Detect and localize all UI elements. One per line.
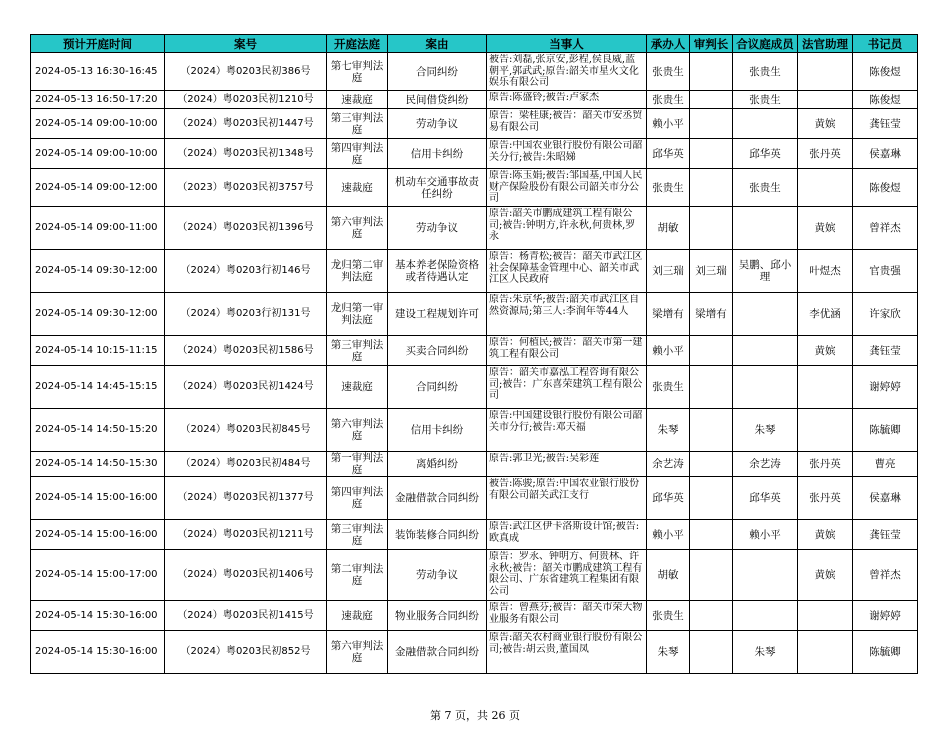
row-presiding [690,207,733,250]
row-court: 第六审判法庭 [327,207,388,250]
row-assistant: 李优涵 [798,293,853,336]
row-court: 速裁庭 [327,91,388,109]
row-members [733,601,798,631]
row-cause: 买卖合同纠纷 [388,336,487,366]
row-time: 2024-05-14 15:30-16:00 [31,631,165,674]
row-members [733,109,798,139]
table-row [31,366,918,409]
row-parties [487,631,647,674]
row-parties-text: 被告:陈骏;原告:中国农业银行股份有限公司韶关武江支行 [489,478,640,501]
row-parties [487,250,647,293]
row-time: 2024-05-14 09:30-12:00 [31,250,165,293]
row-cause: 金融借款合同纠纷 [388,477,487,520]
row-assistant: 张丹英 [798,139,853,169]
row-case-no: （2024）粤0203行初131号 [165,293,327,336]
row-parties-text: 原告:中国建设银行股份有限公司韶关市分行;被告:邓天福 [489,410,643,433]
row-presiding [690,452,733,477]
row-parties [487,91,647,109]
row-parties [487,452,647,477]
row-cause: 离婚纠纷 [388,452,487,477]
row-court: 第三审判法庭 [327,336,388,366]
row-clerk: 谢婷婷 [853,366,918,409]
row-court: 第四审判法庭 [327,477,388,520]
row-members: 邱华英 [733,477,798,520]
row-time: 2024-05-13 16:30-16:45 [31,53,165,91]
row-members: 张贵生 [733,91,798,109]
row-cause: 金融借款合同纠纷 [388,631,487,674]
header-clerk: 书记员 [853,35,918,53]
row-time: 2024-05-14 09:00-12:00 [31,169,165,207]
row-clerk: 曹亮 [853,452,918,477]
row-presiding [690,550,733,601]
row-case-no: （2024）粤0203民初1406号 [165,550,327,601]
row-cause: 劳动争议 [388,109,487,139]
row-parties-text: 原告:韶关市鹏成建筑工程有限公司;被告:钟明方,许永秋,何贵林,罗永 [489,208,636,242]
row-parties [487,53,647,91]
row-parties [487,336,647,366]
table-row [31,336,918,366]
row-cause: 劳动争议 [388,550,487,601]
row-presiding: 梁增有 [690,293,733,336]
row-members: 赖小平 [733,520,798,550]
row-judge: 张贵生 [647,91,690,109]
table-row [31,207,918,250]
row-parties [487,477,647,520]
row-case-no: （2024）粤0203行初146号 [165,250,327,293]
row-judge: 张贵生 [647,53,690,91]
row-case-no: （2024）粤0203民初1447号 [165,109,327,139]
row-members: 余艺涛 [733,452,798,477]
row-time: 2024-05-14 10:15-11:15 [31,336,165,366]
row-assistant [798,169,853,207]
row-court: 第七审判法庭 [327,53,388,91]
table-row [31,139,918,169]
row-parties-text: 原告:陈盛铃;被告:卢家杰 [489,92,600,103]
row-parties [487,520,647,550]
row-presiding [690,631,733,674]
row-judge: 梁增有 [647,293,690,336]
row-clerk: 龚钰莹 [853,109,918,139]
row-court: 第三审判法庭 [327,109,388,139]
row-court: 速裁庭 [327,601,388,631]
row-case-no: （2024）粤0203民初1348号 [165,139,327,169]
row-presiding [690,409,733,452]
header-presiding: 审判长 [690,35,733,53]
row-time: 2024-05-14 09:00-11:00 [31,207,165,250]
row-time: 2024-05-14 09:30-12:00 [31,293,165,336]
row-parties-text: 原告:韶关农村商业银行股份有限公司;被告:胡云贵,董国凤 [489,632,643,655]
row-time: 2024-05-14 15:30-16:00 [31,601,165,631]
row-judge: 张贵生 [647,366,690,409]
row-members [733,366,798,409]
row-clerk: 侯嘉琳 [853,477,918,520]
row-assistant: 黄嫔 [798,207,853,250]
table-row [31,631,918,674]
row-assistant [798,631,853,674]
row-presiding [690,366,733,409]
row-assistant [798,53,853,91]
row-judge: 朱琴 [647,631,690,674]
row-court: 速裁庭 [327,366,388,409]
row-parties [487,207,647,250]
row-parties-text: 原告：何植民;被告：韶关市第一建筑工程有限公司 [489,337,643,360]
row-presiding [690,169,733,207]
row-parties [487,366,647,409]
row-case-no: （2024）粤0203民初1586号 [165,336,327,366]
table-row [31,91,918,109]
row-judge: 赖小平 [647,109,690,139]
row-judge: 刘三瑞 [647,250,690,293]
row-judge: 赖小平 [647,336,690,366]
row-presiding [690,109,733,139]
row-members [733,207,798,250]
row-time: 2024-05-13 16:50-17:20 [31,91,165,109]
row-members [733,336,798,366]
row-clerk: 龚钰莹 [853,520,918,550]
row-time: 2024-05-14 14:50-15:20 [31,409,165,452]
row-members: 张贵生 [733,53,798,91]
row-assistant [798,409,853,452]
row-presiding [690,336,733,366]
row-clerk: 陈俊煜 [853,53,918,91]
row-cause: 劳动争议 [388,207,487,250]
row-case-no: （2023）粤0203民初3757号 [165,169,327,207]
row-assistant: 张丹英 [798,452,853,477]
row-case-no: （2024）粤0203民初1396号 [165,207,327,250]
table-row [31,250,918,293]
row-cause: 合同纠纷 [388,53,487,91]
row-judge: 余艺涛 [647,452,690,477]
row-clerk: 曾祥杰 [853,550,918,601]
row-cause: 机动车交通事故责任纠纷 [388,169,487,207]
row-court: 龙归第二审判法庭 [327,250,388,293]
row-parties-text: 原告：韶关市嘉泓工程咨询有限公司;被告：广东喜荣建筑工程有限公司 [489,367,643,401]
row-case-no: （2024）粤0203民初484号 [165,452,327,477]
row-members: 张贵生 [733,169,798,207]
row-members: 吴鹏、邱小理 [733,250,798,293]
row-time: 2024-05-14 09:00-10:00 [31,139,165,169]
row-cause: 合同纠纷 [388,366,487,409]
row-parties-text: 原告：曾燕芬;被告：韶关市荣大物业服务有限公司 [489,602,643,625]
row-time: 2024-05-14 14:45-15:15 [31,366,165,409]
table-row [31,550,918,601]
row-parties-text: 原告：杨青松;被告：韶关市武江区社会保障基金管理中心、韶关市武江区人民政府 [489,251,643,285]
row-court: 龙归第一审判法庭 [327,293,388,336]
row-cause: 基本养老保险资格或者待遇认定 [388,250,487,293]
table-row [31,109,918,139]
row-judge: 张贵生 [647,169,690,207]
table-row [31,53,918,91]
header-cause: 案由 [388,35,487,53]
row-time: 2024-05-14 14:50-15:30 [31,452,165,477]
row-assistant [798,91,853,109]
header-judge: 承办人 [647,35,690,53]
header-time: 预计开庭时间 [31,35,165,53]
row-parties [487,293,647,336]
row-case-no: （2024）粤0203民初386号 [165,53,327,91]
row-presiding [690,520,733,550]
row-presiding [690,91,733,109]
header-members: 合议庭成员 [733,35,798,53]
header-assistant: 法官助理 [798,35,853,53]
row-parties-text: 被告:刘磊,张京安,彭程,侯良威,蓝朝平,郭武武;原告:韶关市星火文化娱乐有限公司 [489,54,639,88]
row-clerk: 官贵强 [853,250,918,293]
row-members: 朱琴 [733,409,798,452]
row-parties-text: 原告:郭卫光;被告:吴彩莲 [489,453,600,464]
row-time: 2024-05-14 15:00-16:00 [31,520,165,550]
row-judge: 赖小平 [647,520,690,550]
row-parties [487,139,647,169]
row-parties [487,601,647,631]
row-parties [487,169,647,207]
row-court: 第二审判法庭 [327,550,388,601]
row-parties-text: 原告:陈玉娟;被告:邹国基,中国人民财产保险股份有限公司韶关市分公司 [489,170,643,204]
row-clerk: 陈毓卿 [853,409,918,452]
row-parties [487,109,647,139]
table-row [31,169,918,207]
header-court: 开庭法庭 [327,35,388,53]
row-presiding [690,601,733,631]
row-judge: 朱琴 [647,409,690,452]
row-case-no: （2024）粤0203民初1377号 [165,477,327,520]
row-clerk: 许家欣 [853,293,918,336]
row-clerk: 龚钰莹 [853,336,918,366]
row-judge: 邱华英 [647,139,690,169]
table-row [31,409,918,452]
row-case-no: （2024）粤0203民初845号 [165,409,327,452]
row-time: 2024-05-14 15:00-16:00 [31,477,165,520]
header-case-no: 案号 [165,35,327,53]
row-members: 朱琴 [733,631,798,674]
table-row [31,452,918,477]
row-time: 2024-05-14 09:00-10:00 [31,109,165,139]
row-assistant: 叶煜杰 [798,250,853,293]
row-court: 第六审判法庭 [327,631,388,674]
row-parties [487,550,647,601]
row-parties-text: 原告：罗永、钟明方、何贵林、许永秋;被告：韶关市鹏成建筑工程有限公司、广东省建筑工程集团有限公司 [489,551,643,597]
row-court: 第四审判法庭 [327,139,388,169]
table-row [31,601,918,631]
row-assistant: 黄嫔 [798,520,853,550]
row-cause: 装饰装修合同纠纷 [388,520,487,550]
row-clerk: 陈毓卿 [853,631,918,674]
row-case-no: （2024）粤0203民初852号 [165,631,327,674]
row-judge: 张贵生 [647,601,690,631]
court-schedule-table [30,34,918,674]
row-case-no: （2024）粤0203民初1415号 [165,601,327,631]
row-court: 第三审判法庭 [327,520,388,550]
row-parties-text: 原告:武江区伊卡洛斯设计馆;被告:欧真成 [489,521,640,544]
table-row [31,293,918,336]
table-row [31,520,918,550]
row-assistant: 黄嫔 [798,550,853,601]
header-row [31,35,918,53]
row-presiding [690,53,733,91]
row-clerk: 曾祥杰 [853,207,918,250]
row-presiding: 刘三瑞 [690,250,733,293]
row-case-no: （2024）粤0203民初1211号 [165,520,327,550]
row-assistant: 黄嫔 [798,336,853,366]
row-members [733,293,798,336]
row-judge: 胡敏 [647,207,690,250]
row-parties-text: 原告：梁桂康;被告：韶关市安丞贸易有限公司 [489,110,643,133]
row-court: 速裁庭 [327,169,388,207]
table-row [31,477,918,520]
row-members: 邱华英 [733,139,798,169]
row-judge: 邱华英 [647,477,690,520]
row-time: 2024-05-14 15:00-17:00 [31,550,165,601]
row-clerk: 侯嘉琳 [853,139,918,169]
row-presiding [690,477,733,520]
row-members [733,550,798,601]
row-court: 第六审判法庭 [327,409,388,452]
row-court: 第一审判法庭 [327,452,388,477]
row-clerk: 谢婷婷 [853,601,918,631]
row-case-no: （2024）粤0203民初1424号 [165,366,327,409]
row-cause: 民间借贷纠纷 [388,91,487,109]
row-judge: 胡敏 [647,550,690,601]
row-assistant [798,601,853,631]
row-case-no: （2024）粤0203民初1210号 [165,91,327,109]
row-parties-text: 原告:中国农业银行股份有限公司韶关分行;被告:朱昭娣 [489,140,643,163]
row-assistant [798,366,853,409]
row-parties [487,409,647,452]
row-assistant: 张丹英 [798,477,853,520]
row-parties-text: 原告:朱京华;被告:韶关市武江区自然资源局;第三人:李润年等44人 [489,294,640,317]
row-clerk: 陈俊煜 [853,169,918,207]
row-presiding [690,139,733,169]
header-parties: 当事人 [487,35,647,53]
row-assistant: 黄嫔 [798,109,853,139]
row-cause: 物业服务合同纠纷 [388,601,487,631]
row-clerk: 陈俊煜 [853,91,918,109]
row-cause: 信用卡纠纷 [388,409,487,452]
page-footer: 第 7 页，共 26 页 [430,709,520,722]
row-cause: 信用卡纠纷 [388,139,487,169]
row-cause: 建设工程规划许可 [388,293,487,336]
